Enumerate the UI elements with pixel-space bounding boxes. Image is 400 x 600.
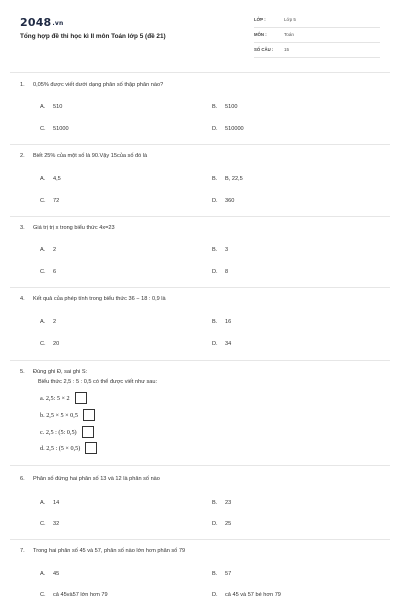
option-d[interactable]: D. 34	[212, 341, 232, 347]
answer-checkbox[interactable]	[75, 392, 87, 404]
true-false-item: c. 2,5 : (5: 0,5)	[40, 426, 94, 438]
option-a[interactable]: A. 510	[40, 104, 63, 110]
option-b[interactable]: B. 3	[212, 247, 229, 253]
option-c[interactable]: C. 51000	[40, 126, 69, 132]
meta-subject: MÔN : Toán	[254, 29, 380, 43]
answer-checkbox[interactable]	[82, 426, 94, 438]
true-false-item: a. 2,5: 5 × 2	[40, 392, 87, 404]
true-false-item: b. 2,5 × 5 × 0,5	[40, 409, 95, 421]
option-a[interactable]: A. 2	[40, 247, 57, 253]
option-d[interactable]: D. cả 45 và 57 bé hơn 79	[212, 592, 281, 598]
question-divider	[10, 144, 390, 145]
question-divider	[10, 360, 390, 361]
option-d[interactable]: D. 510000	[212, 126, 244, 132]
question-divider	[10, 216, 390, 217]
option-b[interactable]: B. 57	[212, 571, 232, 577]
option-c[interactable]: C. cả 45và57 lớn hơn 79	[40, 592, 108, 598]
question-divider	[10, 287, 390, 288]
option-b[interactable]: B. 5100	[212, 104, 238, 110]
question-3: 3. Giá trị trị x trong biểu thức 4x=23	[20, 225, 115, 231]
question-6: 6. Phân số đứng hai phân số 13 và 12 là phân số nào	[20, 476, 160, 482]
answer-checkbox[interactable]	[85, 442, 97, 454]
document-title: Tổng hợp đề thi học kì II môn Toán lớp 5 (đề 21)	[20, 33, 166, 40]
option-a[interactable]: A. 14	[40, 500, 60, 506]
site-logo[interactable]: 2048.vn	[20, 16, 64, 29]
question-1: 1. 0,05% được viết dưới dạng phân số thập phân nào?	[20, 82, 164, 88]
question-subtext: Biểu thức 2,5 : 5 : 0,5 có thể được viết như sau:	[38, 379, 158, 385]
question-5: 5. Đúng ghi Đ, sai ghi S:	[20, 369, 88, 375]
question-2: 2. Biết 25% của một số là 90.Vậy 15của số đó là	[20, 153, 148, 159]
true-false-item: d. 2,5 : (5 × 0,5)	[40, 442, 97, 454]
option-b[interactable]: B. 16	[212, 319, 232, 325]
option-d[interactable]: D. 360	[212, 198, 235, 204]
question-4: 4. Kết quả của phép tính trong biểu thức 36 − 18 : 0,9 là	[20, 296, 166, 302]
answer-checkbox[interactable]	[83, 409, 95, 421]
option-a[interactable]: A. 2	[40, 319, 57, 325]
option-b[interactable]: B. 23	[212, 500, 232, 506]
meta-question-count: SỐ CÂU : 15	[254, 44, 380, 58]
meta-class: LỚP : Lớp 5	[254, 14, 380, 28]
question-divider	[10, 539, 390, 540]
option-c[interactable]: C. 20	[40, 341, 60, 347]
question-7: 7. Trong hai phân số 45 và 57, phân số nào lớn hơn phân số 79	[20, 548, 186, 554]
option-d[interactable]: D. 8	[212, 269, 229, 275]
option-d[interactable]: D. 25	[212, 521, 232, 527]
option-a[interactable]: A. 45	[40, 571, 60, 577]
document-header	[0, 0, 400, 72]
option-b[interactable]: B. B, 22,5	[212, 176, 243, 182]
option-c[interactable]: C. 32	[40, 521, 60, 527]
option-a[interactable]: A. 4,5	[40, 176, 61, 182]
option-c[interactable]: C. 6	[40, 269, 57, 275]
question-divider	[10, 465, 390, 466]
header-divider	[10, 72, 390, 73]
option-c[interactable]: C. 72	[40, 198, 60, 204]
